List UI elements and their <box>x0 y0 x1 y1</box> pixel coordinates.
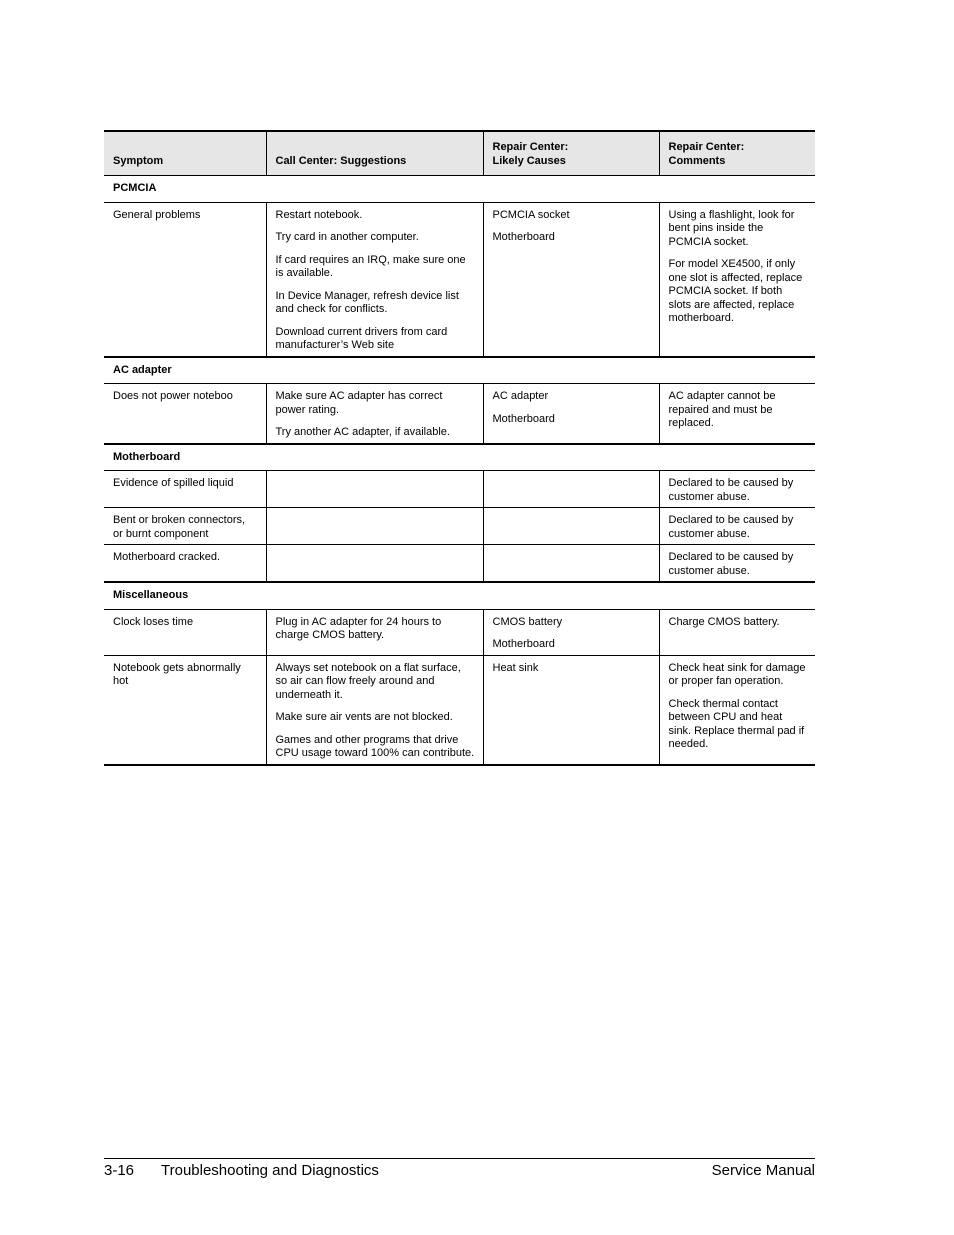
comment-text: AC adapter cannot be repaired and must be replaced. <box>668 390 776 429</box>
suggestion-text: Make sure air vents are not blocked. <box>275 711 453 723</box>
section-row <box>104 444 815 471</box>
symptom-text: Does not power noteboo <box>113 390 233 402</box>
cause-cell <box>483 655 659 765</box>
suggestion-cell <box>266 609 483 655</box>
comment-text: Check heat sink for damage or proper fan operation. <box>668 661 806 687</box>
table-row <box>104 655 815 765</box>
comment-cell <box>659 545 815 583</box>
suggestion-cell <box>266 655 483 765</box>
table-row <box>104 384 815 444</box>
table-row <box>104 609 815 655</box>
suggestion-text: Download current drivers from card manufacturer’s Web site <box>275 325 448 351</box>
section-row <box>104 176 815 203</box>
symptom-text: Notebook gets abnormally hot <box>113 661 241 687</box>
comment-text: Declared to be caused by customer abuse. <box>668 551 794 577</box>
section-title: AC adapter <box>104 357 815 384</box>
header-comments: Repair Center: Comments <box>659 131 815 176</box>
suggestion-text: Try another AC adapter, if available. <box>275 426 450 438</box>
cause-text: CMOS battery <box>492 615 563 628</box>
cause-text: Motherboard <box>492 412 555 425</box>
suggestion-cell <box>266 384 483 444</box>
chapter-title: Troubleshooting and Diagnostics <box>161 1162 379 1179</box>
suggestion-cell <box>266 202 483 357</box>
symptom-cell <box>104 655 266 765</box>
comment-cell <box>659 471 815 508</box>
manual-title: Service Manual <box>711 1162 815 1179</box>
cause-cell <box>483 384 659 444</box>
table-row <box>104 202 815 357</box>
comment-text: Using a flashlight, look for bent pins inside the PCMCIA socket. <box>668 208 795 248</box>
comment-cell <box>659 508 815 545</box>
symptom-text: Motherboard cracked. <box>113 551 220 563</box>
suggestion-text: Plug in AC adapter for 24 hours to charge CMOS battery. <box>275 615 442 641</box>
suggestion-cell <box>266 508 483 545</box>
symptom-text: Evidence of spilled liquid <box>113 477 234 489</box>
cause-text: AC adapter <box>492 390 549 402</box>
cause-cell <box>483 545 659 583</box>
symptom-text: Clock loses time <box>113 615 194 628</box>
comment-text: Declared to be caused by customer abuse. <box>668 514 794 540</box>
suggestion-text: In Device Manager, refresh device list and check for conflicts. <box>275 289 459 315</box>
table-row <box>104 471 815 508</box>
cause-cell <box>483 508 659 545</box>
cause-text: Motherboard <box>492 638 555 650</box>
cause-cell <box>483 609 659 655</box>
cause-text: PCMCIA socket <box>492 208 570 221</box>
comment-cell <box>659 609 815 655</box>
comment-text: Charge CMOS battery. <box>668 615 780 628</box>
cause-cell <box>483 202 659 357</box>
cause-cell <box>483 471 659 508</box>
suggestion-text: Games and other programs that drive CPU usage toward 100% can contribute. <box>275 733 475 759</box>
suggestion-text: Make sure AC adapter has correct power rating. <box>275 390 443 416</box>
symptom-cell <box>104 609 266 655</box>
symptom-cell <box>104 471 266 508</box>
header-suggestions: Call Center: Suggestions <box>266 131 483 176</box>
section-title: Miscellaneous <box>104 582 815 609</box>
comment-cell <box>659 384 815 444</box>
symptom-cell <box>104 508 266 545</box>
suggestion-text: Always set notebook on a flat surface, so air can flow freely around and underneath it. <box>275 661 461 701</box>
symptom-cell <box>104 545 266 583</box>
suggestion-cell <box>266 471 483 508</box>
header-causes: Repair Center: Likely Causes <box>483 131 659 176</box>
section-title: PCMCIA <box>104 176 815 203</box>
symptom-cell <box>104 202 266 357</box>
comment-cell <box>659 655 815 765</box>
symptom-text: Bent or broken connectors, or burnt component <box>113 514 246 540</box>
section-title: Motherboard <box>104 444 815 471</box>
table-body <box>104 176 815 765</box>
table-row <box>104 545 815 583</box>
table-row <box>104 508 815 545</box>
suggestion-cell <box>266 545 483 583</box>
section-row <box>104 582 815 609</box>
section-row <box>104 357 815 384</box>
symptom-cell <box>104 384 266 444</box>
suggestion-text: Restart notebook. <box>275 208 363 221</box>
suggestion-text: If card requires an IRQ, make sure one is available. <box>275 253 466 279</box>
suggestion-text: Try card in another computer. <box>275 231 419 243</box>
page-number: 3-16 <box>104 1162 135 1179</box>
comment-text: For model XE4500, if only one slot is affected, replace PCMCIA socket. If both slots are affected, replace motherboard. <box>668 258 803 324</box>
header-symptom: Symptom <box>104 131 266 176</box>
symptom-text: General problems <box>113 208 201 221</box>
page-footer <box>104 1158 815 1179</box>
comment-text: Declared to be caused by customer abuse. <box>668 477 794 503</box>
table-header-row <box>104 131 815 176</box>
troubleshooting-table <box>104 130 815 766</box>
cause-text: Heat sink <box>492 661 539 674</box>
cause-text: Motherboard <box>492 231 555 243</box>
comment-text: Check thermal contact between CPU and heat sink. Replace thermal pad if needed. <box>668 697 805 750</box>
comment-cell <box>659 202 815 357</box>
